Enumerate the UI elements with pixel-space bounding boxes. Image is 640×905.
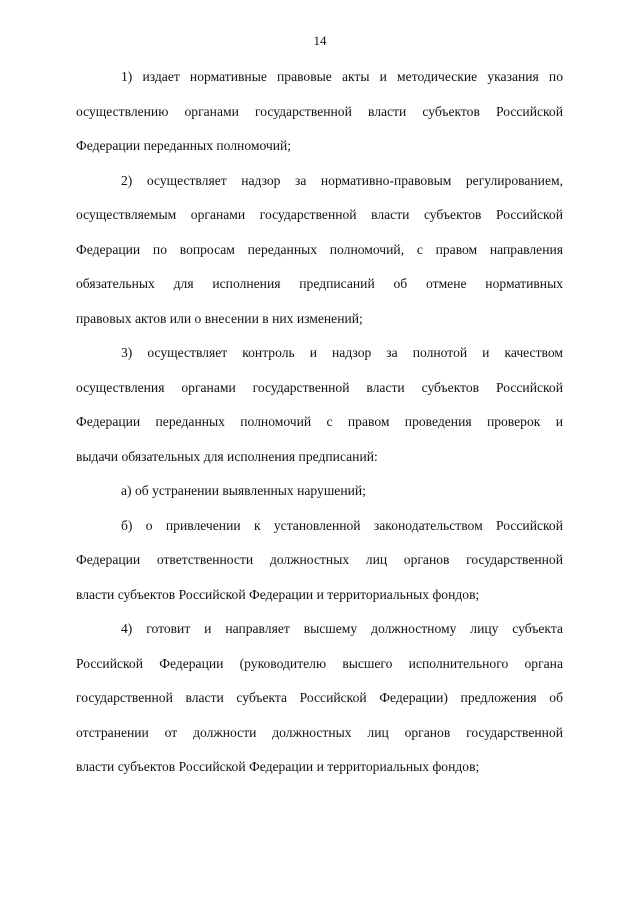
text-line: Федерации ответственности должностных лиц органов государственной	[76, 552, 563, 567]
paragraph-item-3	[76, 336, 563, 474]
paragraph-item-4	[76, 612, 563, 785]
paragraph-subitem-b	[76, 509, 563, 613]
paragraph-item-1	[76, 60, 563, 164]
text-line: 1) издает нормативные правовые акты и методические указания по	[121, 69, 563, 84]
text-line: 2) осуществляет надзор за нормативно-правовым регулированием,	[121, 172, 563, 188]
text-line: Федерации переданных полномочий с правом проведения проверок и	[76, 414, 563, 429]
text-line: отстранении от должности должностных лиц органов государственной	[76, 724, 563, 740]
paragraph-item-2	[76, 164, 563, 337]
text-line: Федерации переданных полномочий;	[76, 138, 292, 153]
page-number: 14	[313, 33, 327, 48]
text-line: Федерации по вопросам переданных полномочий, с правом направления	[76, 241, 563, 257]
text-line: власти субъектов Российской Федерации и территориальных фондов;	[76, 586, 480, 602]
text-line: правовых актов или о внесении в них изменений;	[76, 310, 363, 326]
paragraph-subitem-a	[76, 474, 563, 509]
text-line: выдачи обязательных для исполнения предписаний:	[76, 448, 378, 464]
text-line: обязательных для исполнения предписаний об отмене нормативных	[76, 276, 563, 291]
text-line: Российской Федерации (руководителю высшего исполнительного органа	[76, 655, 563, 671]
text-line: осуществлению органами государственной власти субъектов Российской	[76, 103, 563, 119]
text-line: осуществляемым органами государственной власти субъектов Российской	[76, 207, 563, 222]
text-line: осуществления органами государственной власти субъектов Российской	[76, 379, 563, 395]
text-line: 3) осуществляет контроль и надзор за полнотой и качеством	[121, 345, 563, 360]
text-line: а) об устранении выявленных нарушений;	[121, 483, 366, 498]
text-line: б) о привлечении к установленной законодательством Российской	[121, 517, 563, 533]
text-line: государственной власти субъекта Российской Федерации) предложения об	[76, 690, 563, 705]
text-line: власти субъектов Российской Федерации и территориальных фондов;	[76, 759, 480, 774]
text-line: 4) готовит и направляет высшему должностному лицу субъекта	[121, 621, 563, 636]
document-body	[76, 60, 563, 785]
